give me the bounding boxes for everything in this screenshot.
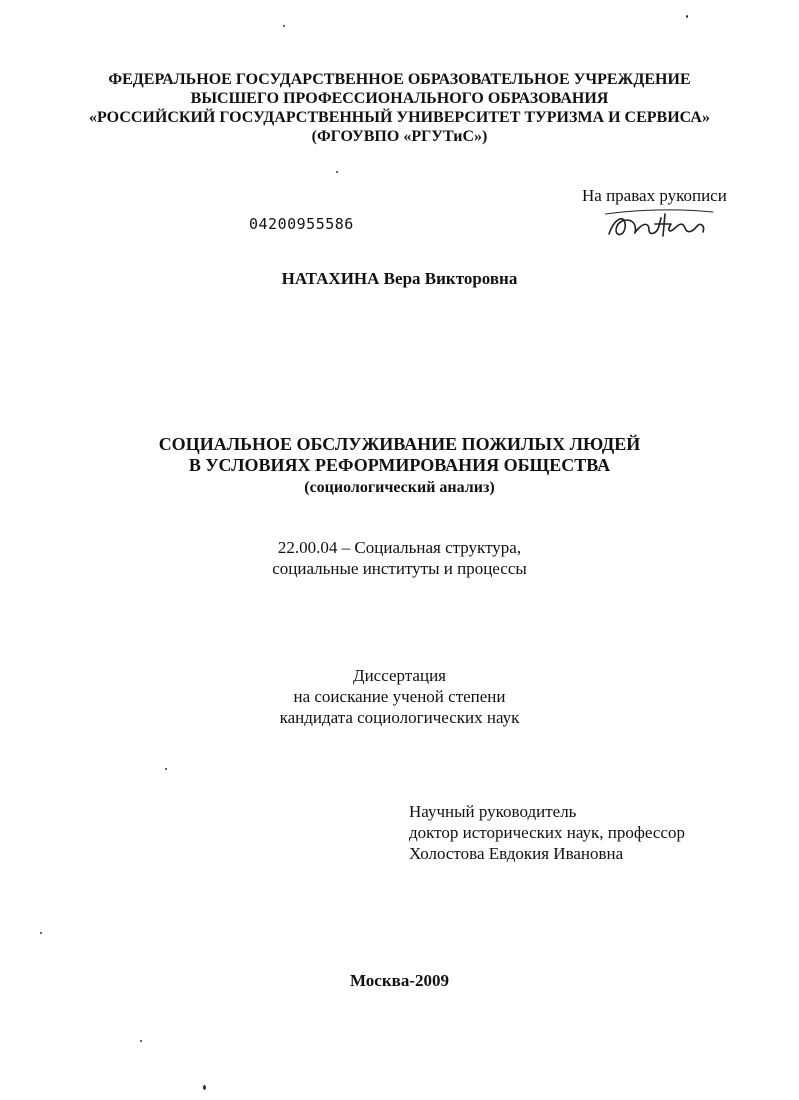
scan-speck xyxy=(165,768,167,770)
supervisor-line-1: Научный руководитель xyxy=(409,802,577,821)
degree-line-2: на соискание ученой степени xyxy=(293,687,506,706)
scan-speck xyxy=(203,1085,206,1090)
institution-line-1: ФЕДЕРАЛЬНОЕ ГОСУДАРСТВЕННОЕ ОБРАЗОВАТЕЛЬНОЕ УЧРЕЖДЕНИЕ xyxy=(108,71,691,88)
title-line-1: СОЦИАЛЬНОЕ ОБСЛУЖИВАНИЕ ПОЖИЛЫХ ЛЮДЕЙ xyxy=(158,434,641,454)
city-year: Москва-2009 xyxy=(349,971,449,990)
degree-line-1: Диссертация xyxy=(352,666,446,685)
supervisor-line-2: доктор исторических наук, профессор xyxy=(409,823,685,842)
supervisor-block xyxy=(409,801,685,864)
degree-line-3: кандидата социологических наук xyxy=(279,708,520,727)
title-subtitle: (социологический анализ) xyxy=(304,479,495,496)
supervisor-line-3: Холостова Евдокия Ивановна xyxy=(409,844,624,863)
scan-speck xyxy=(283,25,285,27)
scan-speck xyxy=(40,932,42,934)
scan-speck xyxy=(686,15,688,18)
scan-speck xyxy=(336,171,338,173)
handwritten-signature xyxy=(605,204,715,244)
title-line-2: В УСЛОВИЯХ РЕФОРМИРОВАНИЯ ОБЩЕСТВА xyxy=(188,455,611,475)
institution-header xyxy=(0,70,799,146)
institution-line-3: «РОССИЙСКИЙ ГОСУДАРСТВЕННЫЙ УНИВЕРСИТЕТ ТУРИЗМА И СЕРВИСА» xyxy=(89,109,710,126)
specialty-line-1: 22.00.04 – Социальная структура, xyxy=(277,538,522,557)
dissertation-title xyxy=(0,434,799,499)
inventory-number: 04200955586 xyxy=(249,215,354,233)
specialty-line-2: социальные институты и процессы xyxy=(272,559,527,578)
degree-statement xyxy=(0,665,799,728)
institution-line-4: (ФГОУВПО «РГУТиС») xyxy=(311,128,488,145)
author-name: НАТАХИНА Вера Викторовна xyxy=(281,269,518,288)
manuscript-note: На правах рукописи xyxy=(582,186,727,205)
institution-line-2: ВЫСШЕГО ПРОФЕССИОНАЛЬНОГО ОБРАЗОВАНИЯ xyxy=(190,90,609,107)
specialty-code xyxy=(0,537,799,579)
scan-speck xyxy=(140,1040,142,1042)
